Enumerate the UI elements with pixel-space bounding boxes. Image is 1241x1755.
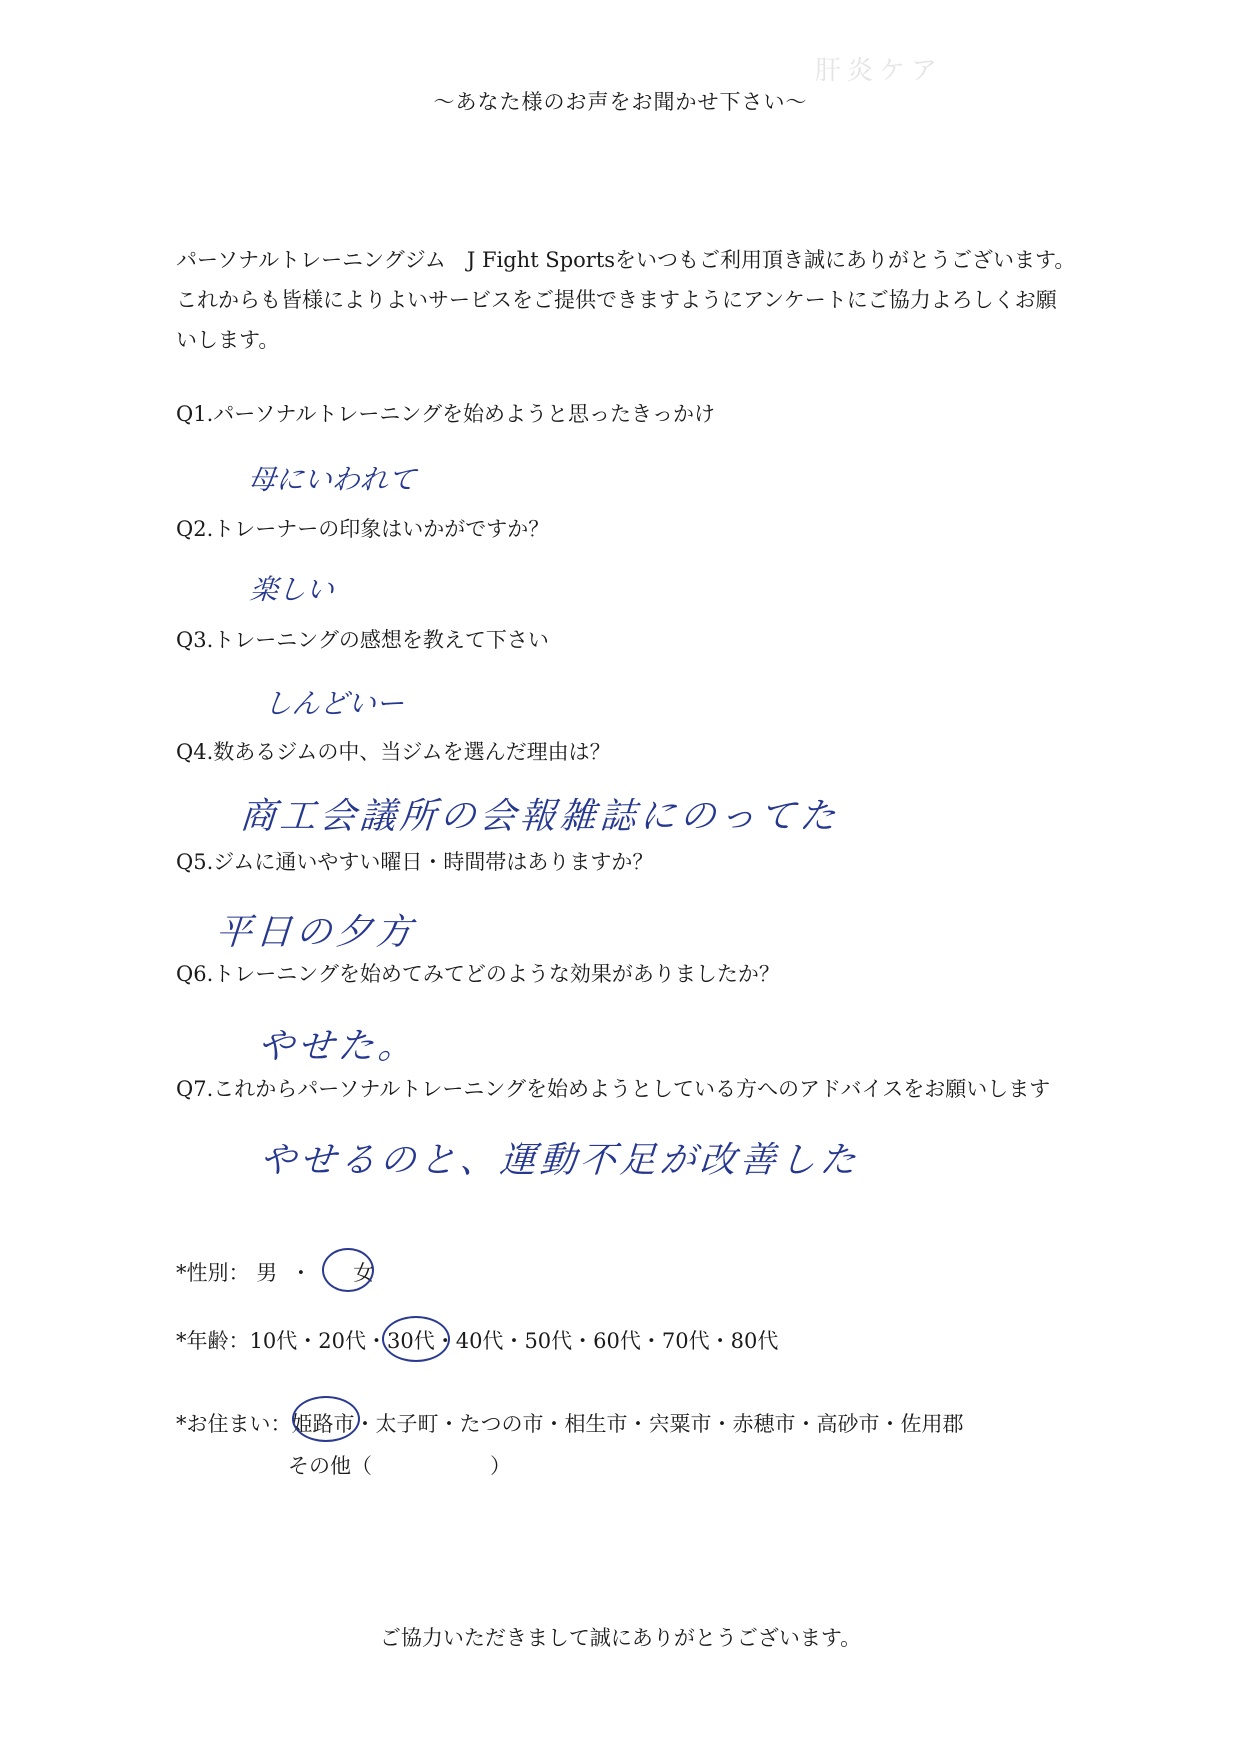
answer-1: 母にいわれて xyxy=(246,463,418,496)
page-title: 〜あなた様のお声をお聞かせ下さい〜 xyxy=(433,90,808,114)
age-option: 40代 xyxy=(455,1329,504,1353)
age-separator: ・ xyxy=(365,1329,387,1353)
residence-separator: ・ xyxy=(438,1412,460,1436)
residence-option: 宍粟市 xyxy=(648,1412,712,1436)
age-separator: ・ xyxy=(709,1329,731,1353)
residence-option: 相生市 xyxy=(564,1412,628,1436)
residence-separator: ・ xyxy=(711,1412,733,1436)
residence-separator: ・ xyxy=(795,1412,817,1436)
age-field xyxy=(176,1325,778,1355)
age-separator: ・ xyxy=(297,1329,319,1353)
gender-label: *性別： xyxy=(176,1261,250,1285)
age-option-selected: 30代 xyxy=(386,1329,435,1353)
question-2: Q2.トレーナーの印象はいかがですか？ xyxy=(176,517,550,541)
residence-other xyxy=(288,1450,511,1480)
age-option: 10代 xyxy=(249,1329,298,1353)
age-separator: ・ xyxy=(572,1329,594,1353)
residence-separator: ・ xyxy=(879,1412,901,1436)
residence-separator: ・ xyxy=(354,1412,376,1436)
residence-option: 赤穂市 xyxy=(732,1412,796,1436)
faint-bleed-text: 肝炎ケア xyxy=(815,56,944,86)
age-option: 60代 xyxy=(593,1329,641,1353)
residence-other-close: ） xyxy=(490,1454,511,1478)
gender-separator: ・ xyxy=(290,1261,312,1285)
answer-7: やせるのと、運動不足が改善した xyxy=(258,1140,862,1181)
footer-thanks: ご協力いただきまして誠にありがとうございます。 xyxy=(379,1626,862,1650)
age-separator: ・ xyxy=(434,1329,456,1353)
age-option: 70代 xyxy=(661,1329,710,1353)
gender-option-female: 女 xyxy=(353,1261,375,1285)
answer-3: しんどいー xyxy=(262,687,406,720)
residence-option: 高砂市 xyxy=(816,1412,880,1436)
age-option: 80代 xyxy=(730,1329,779,1353)
residence-other-label: その他（ xyxy=(288,1454,372,1478)
residence-option: 太子町 xyxy=(375,1412,439,1436)
age-option: 20代 xyxy=(318,1329,366,1353)
residence-selection-circle xyxy=(292,1396,360,1442)
answer-2: 楽しい xyxy=(248,573,336,606)
age-option: 50代 xyxy=(524,1329,573,1353)
intro-text: パーソナルトレーニングジム J Fight Sportsをいつもご利用頂き誠にありがとうございます。これからも皆様によりよいサービスをご提供できますようにアンケートにご協力よろしくお願いします。 xyxy=(176,248,1076,352)
question-7: Q7.これからパーソナルトレーニングを始めようとしている方へのアドバイスをお願いします xyxy=(176,1077,1051,1101)
residence-option: 佐用郡 xyxy=(900,1412,964,1436)
age-separator: ・ xyxy=(640,1329,662,1353)
answer-6: やせた。 xyxy=(256,1026,420,1067)
question-6: Q6.トレーニングを始めてみてどのような効果がありましたか？ xyxy=(176,962,780,986)
question-4: Q4.数あるジムの中、当ジムを選んだ理由は？ xyxy=(176,740,611,764)
question-1: Q1.パーソナルトレーニングを始めようと思ったきっかけ xyxy=(176,402,715,426)
answer-5: 平日の夕方 xyxy=(214,912,418,953)
residence-option-selected: 姫路市 xyxy=(291,1412,355,1436)
residence-separator: ・ xyxy=(543,1412,565,1436)
age-selection-circle xyxy=(382,1316,450,1362)
question-3: Q3.トレーニングの感想を教えて下さい xyxy=(176,628,549,652)
residence-separator: ・ xyxy=(627,1412,649,1436)
gender-selection-circle xyxy=(322,1248,374,1292)
answer-4: 商工会議所の会報雑誌にのってた xyxy=(238,796,841,837)
residence-option: たつの市 xyxy=(459,1412,544,1436)
question-5: Q5.ジムに通いやすい曜日・時間帯はありますか？ xyxy=(176,850,654,874)
age-separator: ・ xyxy=(503,1329,525,1353)
age-label: *年齢： xyxy=(176,1329,250,1353)
gender-option-male: 男 xyxy=(256,1261,278,1285)
residence-label: *お住まい： xyxy=(176,1412,292,1436)
